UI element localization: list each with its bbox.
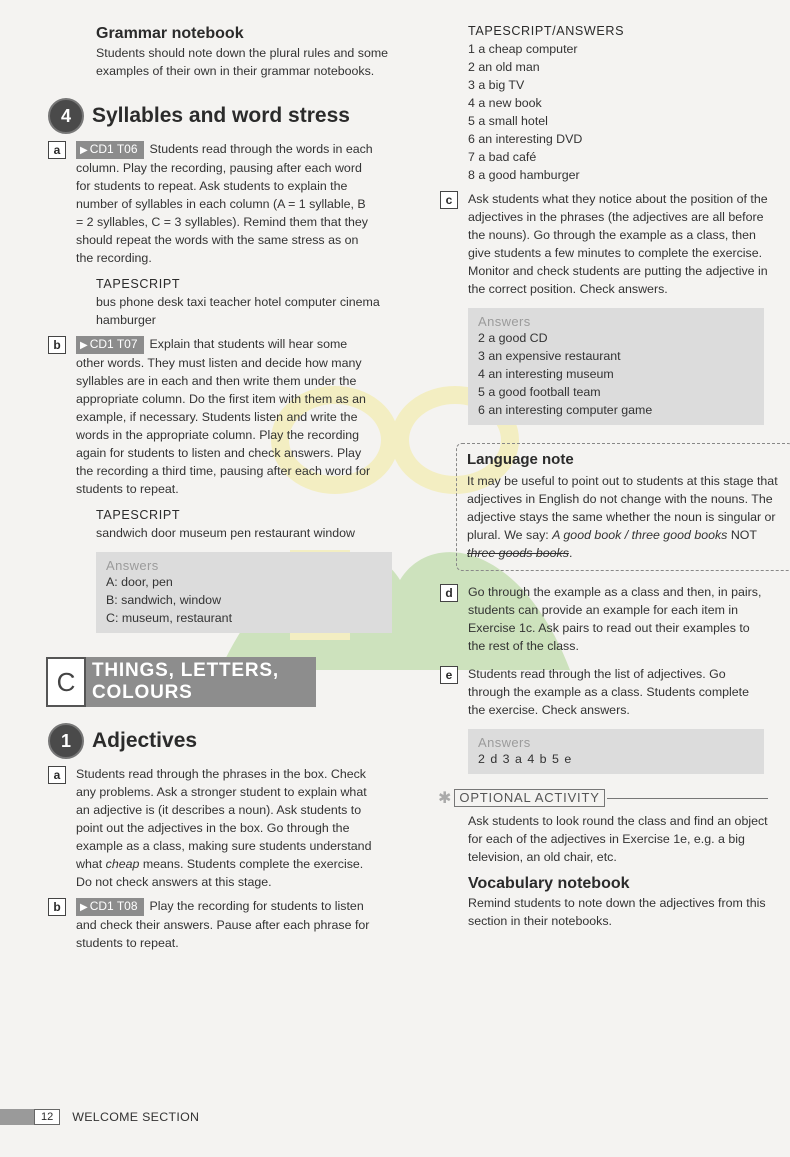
language-note-text: It may be useful to point out to students at this stage that adjectives in English do not change with the nouns. The adjective stays the same whether the noun is singular or plural. We say: A good book / three good books NOT three goods books.: [467, 474, 778, 560]
exercise-letter: a: [48, 766, 66, 784]
section-number-badge: 1: [48, 723, 84, 759]
exercise-text: Students read through the phrases in the box. Check any problems. Ask a stronger student to explain what an adjective is (it describes a noun). Ask students to point out the adjectives in the box. Go through the example as a class, making sure students understand what cheap means. Students complete the exercise. Do not check answers at this stage.: [76, 767, 372, 889]
section-number-badge: 4: [48, 98, 84, 134]
section-title: Syllables and word stress: [92, 104, 350, 127]
item-text: a big TV: [478, 78, 525, 92]
exercise-text: Go through the example as a class and then, in pairs, students can provide an example for each item in Exercise 1c. Ask pairs to read out their examples to the rest of the class.: [468, 585, 762, 653]
exercise-text: Students read through the list of adjectives. Go through the example as a class. Students complete the exercise. Check answers.: [468, 667, 750, 717]
tapescript-text: sandwich door museum pen restaurant window: [96, 526, 355, 540]
tapescript-text: bus phone desk taxi teacher hotel computer cinema hamburger: [96, 295, 380, 327]
tapescript-1: [96, 277, 398, 329]
cd-track-badge: ▶ CD1 T06: [76, 141, 144, 159]
exercise-text: Ask students what they notice about the position of the adjectives in the phrases (the adjectives are all before the nouns). Go through the example as a class, then give students a few minutes to complete the exercise. Monitor and check students are putting the adjective in the correct position. Check answers.: [468, 192, 768, 296]
item-text: a bad café: [478, 150, 537, 164]
answers-box: [468, 308, 764, 425]
exercise-letter: d: [440, 584, 458, 602]
item-text: a small hotel: [478, 114, 548, 128]
section-c-banner: [46, 657, 398, 707]
tapescript-heading: TAPESCRIPT: [96, 277, 181, 291]
answer-row: 2 d 3 a 4 b 5 e: [478, 752, 573, 766]
item-number: 4: [468, 96, 479, 110]
play-icon: ▶: [80, 340, 88, 351]
item-text: a cheap computer: [478, 42, 578, 56]
play-icon: ▶: [80, 145, 88, 156]
exercise-letter: b: [48, 336, 66, 354]
section-1-heading: [48, 723, 398, 759]
left-column: [48, 24, 398, 952]
tapescript-list: [468, 40, 768, 184]
item-number: 1: [468, 42, 479, 56]
answer-row: 6 an interesting computer game: [478, 403, 653, 417]
grammar-notebook-text: Students should note down the plural rules and some examples of their own in their grammar notebooks.: [96, 46, 389, 78]
optional-activity-label: OPTIONAL ACTIVITY: [454, 789, 604, 807]
item-number: 6: [468, 132, 479, 146]
tapescript-2: [96, 508, 398, 542]
footer-section-name: WELCOME SECTION: [72, 1110, 200, 1124]
tapescript-item: [468, 58, 768, 76]
exercise-letter: b: [48, 898, 66, 916]
tapescript-item: [468, 166, 768, 184]
exercise-letter: e: [440, 666, 458, 684]
right-column: [438, 24, 778, 930]
answers-box: [468, 729, 764, 774]
answer-row: A: door, pen: [106, 575, 173, 589]
exercise-4b: [48, 335, 398, 498]
item-number: 5: [468, 114, 479, 128]
exercise-text: Students read through the words in each column. Play the recording, pausing after each word for students to repeat. Ask students to explain the number of syllables in each column (A = 1 syllable, B = 2 syllables, C = 3 syllables). Remind them that they should repeat the words with the same stress as on the recording.: [76, 142, 373, 265]
answer-row: C: museum, restaurant: [106, 611, 233, 625]
tapescript-item: [468, 148, 768, 166]
section-4-heading: [48, 98, 398, 134]
exercise-text: Explain that students will hear some other words. They must listen and decide how many syllables are in each and then write them under the appropriate column. Do the first item with them as an example, if necessary. Students listen and write the words in the appropriate column. Play the recording again for students to listen and check answers. Play the recording a third time, pausing after each word for students to repeat.: [76, 337, 371, 496]
divider-line: [607, 798, 768, 799]
banner-letter: C: [46, 657, 86, 707]
item-number: 7: [468, 150, 479, 164]
tapescript-item: [468, 76, 768, 94]
section-title: Adjectives: [92, 729, 198, 752]
tapescript-answers: [468, 24, 768, 184]
answer-row: 5 a good football team: [478, 385, 601, 399]
answers-heading: Answers: [478, 314, 531, 329]
cd-track-badge: ▶ CD1 T08: [76, 898, 144, 916]
optional-activity-header: [438, 788, 768, 808]
answers-heading: Answers: [106, 558, 159, 573]
tapescript-heading: TAPESCRIPT/ANSWERS: [468, 24, 625, 38]
answer-row: 3 an expensive restaurant: [478, 349, 621, 363]
item-number: 8: [468, 168, 479, 182]
answers-heading: Answers: [478, 735, 531, 750]
tapescript-item: [468, 112, 768, 130]
item-text: a new book: [478, 96, 542, 110]
answer-row: 2 a good CD: [478, 331, 548, 345]
exercise-1c: [440, 190, 768, 298]
optional-activity-text: Ask students to look round the class and find an object for each of the adjectives in Exercise 1e, e.g. a big television, an old chair, etc.: [468, 814, 768, 864]
tapescript-item: [468, 94, 768, 112]
banner-title: THINGS, LETTERS, COLOURS: [86, 657, 316, 707]
exercise-1b: [48, 897, 398, 952]
vocabulary-notebook-text: Remind students to note down the adjectives from this section in their notebooks.: [468, 896, 766, 928]
answer-row: B: sandwich, window: [106, 593, 222, 607]
item-number: 2: [468, 60, 479, 74]
star-icon: ✱: [438, 790, 452, 807]
exercise-4a: [48, 140, 398, 267]
item-number: 3: [468, 78, 479, 92]
cd-track-badge: ▶ CD1 T07: [76, 336, 144, 354]
item-text: an old man: [478, 60, 540, 74]
answer-row: 4 an interesting museum: [478, 367, 614, 381]
page-number: 12: [34, 1109, 60, 1125]
exercise-1e: [440, 665, 768, 719]
answers-box: [96, 552, 392, 633]
exercise-text: Play the recording for students to listen and check their answers. Pause after each phrase for students to repeat.: [76, 899, 370, 950]
exercise-letter: a: [48, 141, 66, 159]
tapescript-heading: TAPESCRIPT: [96, 508, 181, 522]
tapescript-item: [468, 130, 768, 148]
play-icon: ▶: [80, 902, 88, 913]
exercise-letter: c: [440, 191, 458, 209]
tapescript-item: [468, 40, 768, 58]
item-text: an interesting DVD: [478, 132, 583, 146]
grammar-notebook-title: Grammar notebook: [96, 25, 244, 42]
language-note-box: [456, 443, 790, 571]
vocabulary-notebook-title: Vocabulary notebook: [468, 875, 630, 892]
page-footer: [0, 1109, 199, 1125]
footer-bar: [0, 1109, 34, 1125]
language-note-title: Language note: [467, 451, 574, 468]
exercise-1a: [48, 765, 398, 891]
item-text: a good hamburger: [478, 168, 580, 182]
exercise-1d: [440, 583, 768, 655]
